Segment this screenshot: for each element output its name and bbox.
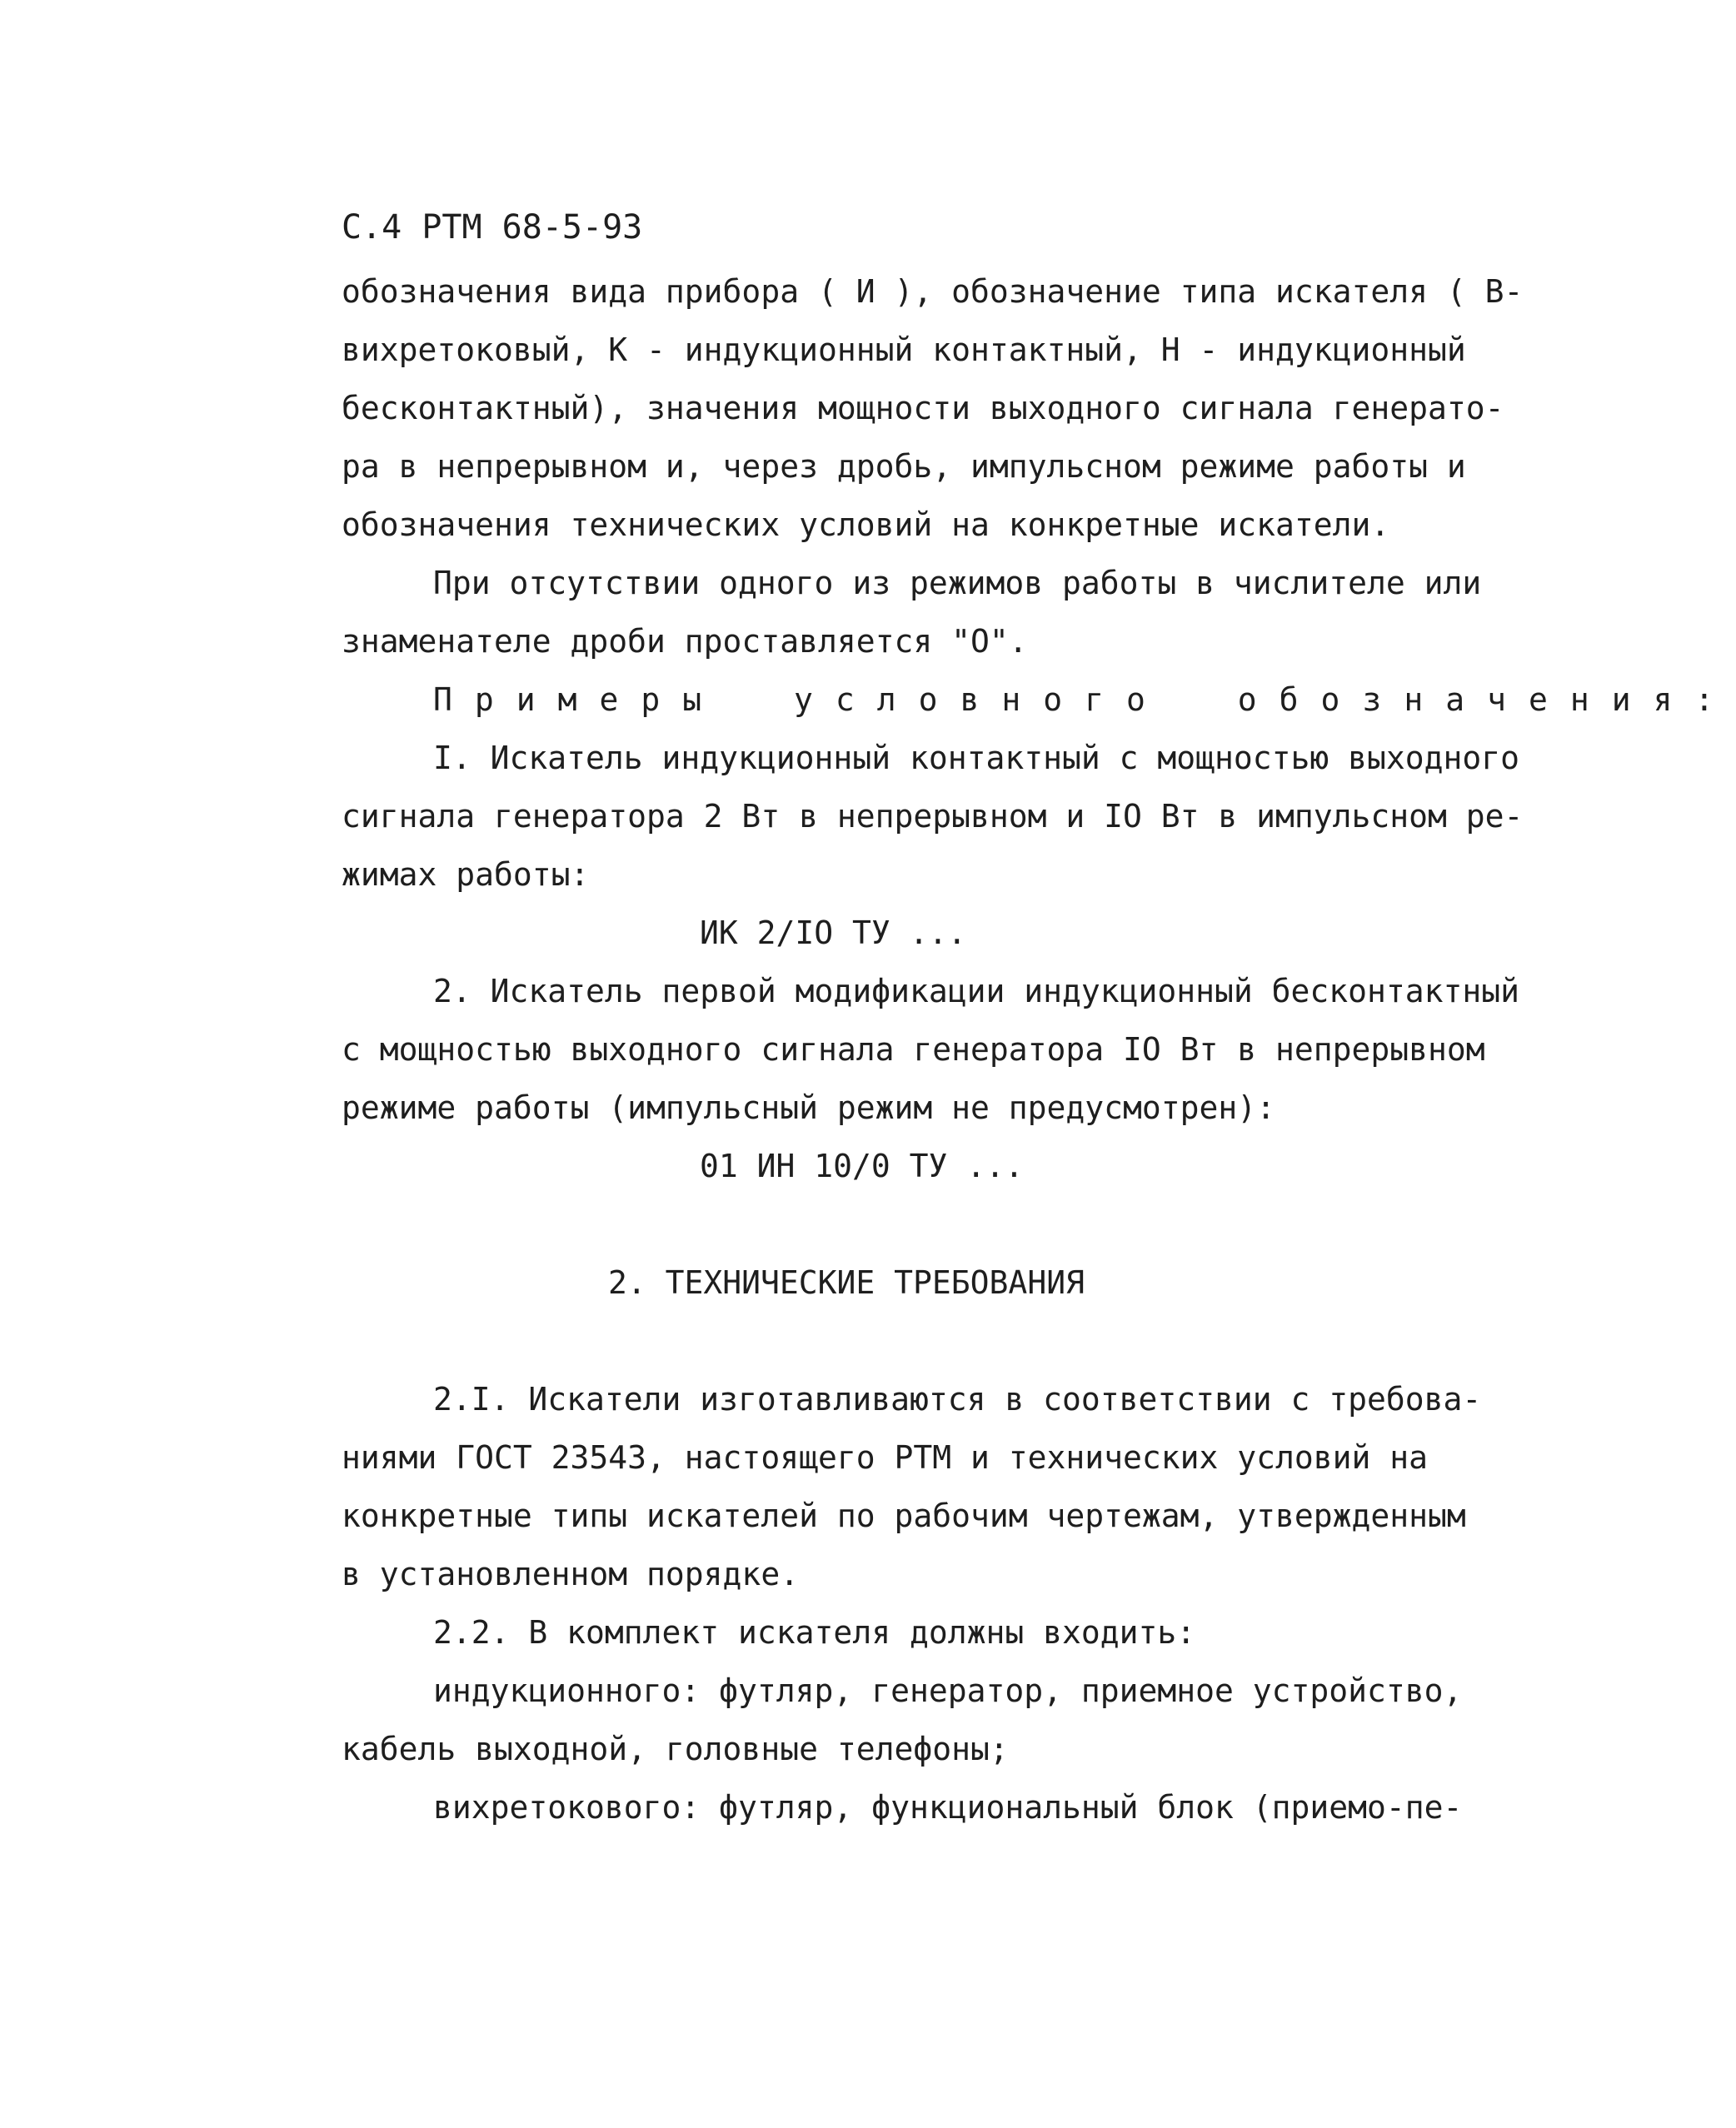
paragraph-line: вихретоковый, К - индукционный контактный, Н - индукционный xyxy=(342,331,1466,368)
paragraph-line: 2. Искатель первой модификации индукционный бесконтактный xyxy=(433,973,1520,1009)
paragraph-line: режиме работы (импульсный режим не предусмотрен): xyxy=(342,1089,1276,1126)
paragraph-line: При отсутствии одного из режимов работы в числителе или xyxy=(433,565,1482,601)
paragraph-line: кабель выходной, головные телефоны; xyxy=(342,1731,1009,1767)
examples-heading: Примеры условного обозначения: xyxy=(433,681,1736,718)
paragraph-line: ра в непрерывном и, через дробь, импульсном режиме работы и xyxy=(342,448,1466,485)
paragraph-line: жимах работы: xyxy=(342,856,590,893)
paragraph-line: сигнала генератора 2 Вт в непрерывном и IO Вт в импульсном ре- xyxy=(342,798,1524,835)
paragraph-line: 2.2. В комплект искателя должны входить: xyxy=(433,1614,1196,1651)
paragraph-line: обозначения технических условий на конкретные искатели. xyxy=(342,506,1390,543)
paragraph-line: с мощностью выходного сигнала генератора IO Вт в непрерывном xyxy=(342,1031,1485,1068)
paragraph-line: бесконтактный), значения мощности выходного сигнала генерато- xyxy=(342,390,1504,426)
designation-example: 01 ИН 10/0 ТУ ... xyxy=(700,1148,1024,1184)
paragraph-line: в установленном порядке. xyxy=(342,1556,800,1592)
designation-example: ИК 2/IO ТУ ... xyxy=(700,914,967,951)
paragraph-line: обозначения вида прибора ( И ), обозначение типа искателя ( В- xyxy=(342,273,1524,310)
page-header: С.4 РТМ 68-5-93 xyxy=(342,208,643,247)
paragraph-line: 2.I. Искатели изготавливаются в соответствии с требова- xyxy=(433,1381,1482,1418)
paragraph-line: конкретные типы искателей по рабочим чертежам, утвержденным xyxy=(342,1498,1466,1534)
paragraph-line: вихретокового: футляр, функциональный блок (приемо-пе- xyxy=(433,1789,1463,1826)
paragraph-line: ниями ГОСТ 23543, настоящего РТМ и технических условий на xyxy=(342,1439,1429,1476)
section-title: 2. ТЕХНИЧЕСКИЕ ТРЕБОВАНИЯ xyxy=(608,1264,1085,1301)
paragraph-line: I. Искатель индукционный контактный с мощностью выходного xyxy=(433,740,1520,776)
paragraph-line: знаменателе дроби проставляется "О". xyxy=(342,623,1028,660)
paragraph-line: индукционного: футляр, генератор, приемное устройство, xyxy=(433,1672,1463,1709)
